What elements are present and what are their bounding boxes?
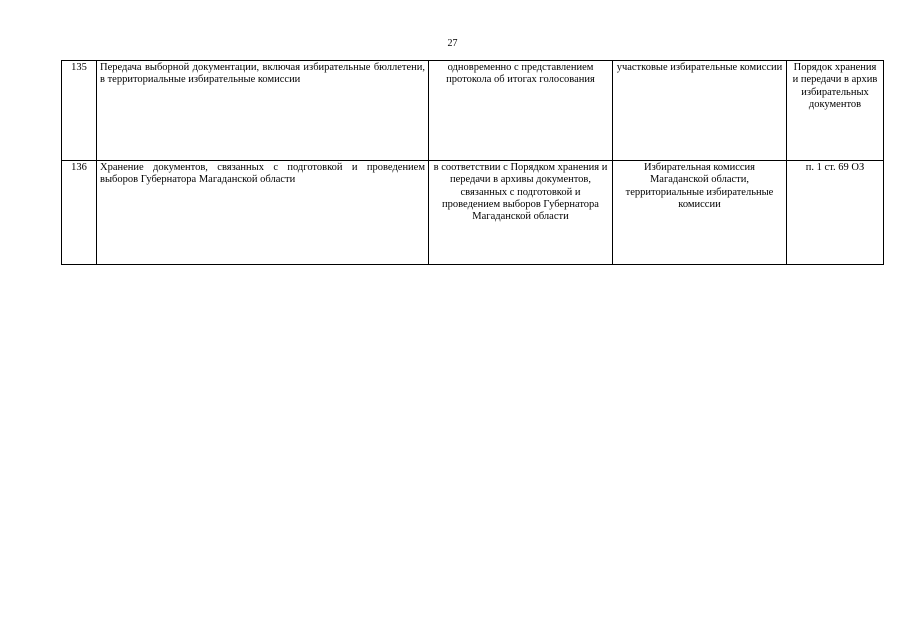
legal-basis: п. 1 ст. 69 ОЗ: [787, 161, 884, 265]
table-row: [62, 61, 884, 161]
responsible-party: участковые избирательные комиссии: [613, 61, 787, 161]
event-deadline: в соответствии с Порядком хранения и передачи в архивы документов, связанных с подготовкой и проведением выборов Губернатора Магаданской области: [429, 161, 613, 265]
table-row: [62, 161, 884, 265]
schedule-table: [61, 60, 884, 265]
event-description: Хранение документов, связанных с подготовкой и проведением выборов Губернатора Магаданской области: [97, 161, 429, 265]
responsible-party: Избирательная комиссия Магаданской области, территориальные избирательные комиссии: [613, 161, 787, 265]
page-number: 27: [447, 38, 458, 49]
event-description: Передача выборной документации, включая избирательные бюллетени, в территориальные избирательные комиссии: [97, 61, 429, 161]
legal-basis: Порядок хранения и передачи в архив избирательных документов: [787, 61, 884, 161]
row-number: 135: [62, 61, 97, 161]
event-deadline: одновременно с представлением протокола об итогах голосования: [429, 61, 613, 161]
row-number: 136: [62, 161, 97, 265]
